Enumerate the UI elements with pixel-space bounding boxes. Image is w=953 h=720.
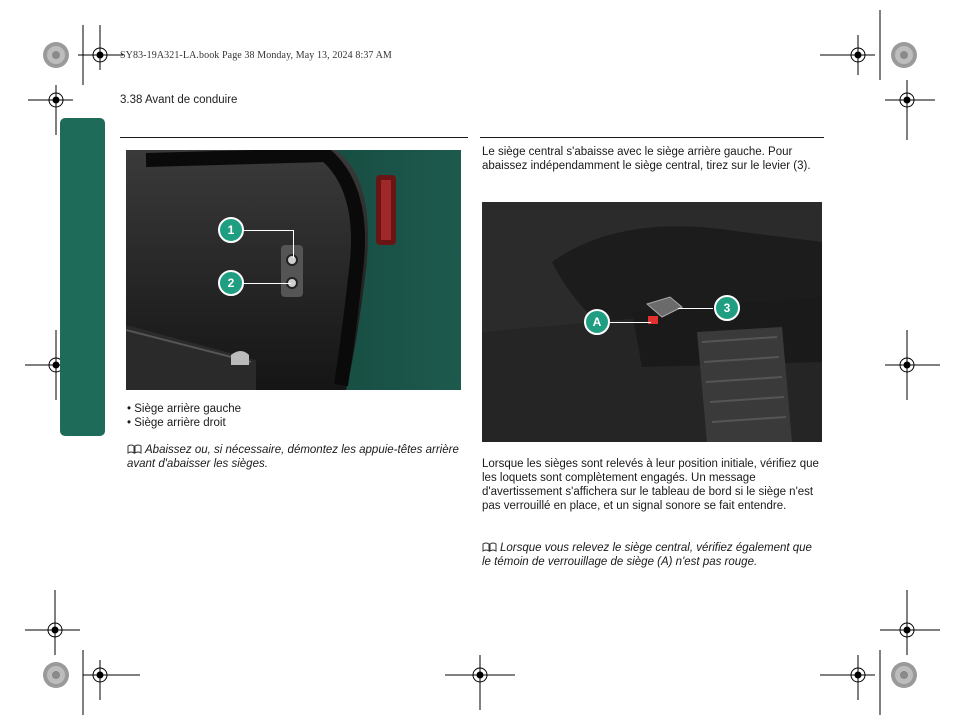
callout-1: 1: [218, 217, 244, 243]
page-header-title: 3.38 Avant de conduire: [120, 94, 238, 106]
book-icon: [482, 542, 497, 552]
callout-2-leader: [241, 283, 291, 284]
list-item: • Siège arrière gauche: [127, 402, 457, 416]
seat-list: [127, 402, 457, 430]
left-note: [127, 443, 462, 471]
rear-seat-photo: [126, 150, 461, 390]
registration-mark-top-right: [815, 10, 945, 145]
registration-mark-bottom-left: [25, 590, 145, 715]
callout-3-leader: [678, 308, 713, 309]
callout-1-leader-drop: [293, 230, 294, 258]
callout-a: A: [584, 309, 610, 335]
lever-illustration: [482, 202, 822, 442]
file-info-line: SY83-19A321-LA.book Page 38 Monday, May 13, 2024 8:37 AM: [120, 50, 392, 61]
right-note-text: Lorsque vous relevez le siège central, vérifiez également que le témoin de verrouillage de siège (A) n'est pas rouge.: [482, 542, 812, 568]
right-paragraph: Lorsque les sièges sont relevés à leur position initiale, vérifiez que les loquets sont complètement engagés. Un message d'avertissement s'affichera sur le tableau de bord si le siège n'est pas verrouillé en place, et un signal sonore se fait entendre.: [482, 458, 819, 512]
registration-mark-bottom-right: [820, 590, 945, 715]
registration-mark-bottom-center: [445, 655, 515, 715]
list-item: • Siège arrière droit: [127, 416, 457, 430]
left-note-text: Abaissez ou, si nécessaire, démontez les appuie-têtes arrière avant d'abaisser les sièges.: [127, 444, 459, 470]
callout-3: 3: [714, 295, 740, 321]
registration-mark-mid-right: [880, 330, 940, 400]
right-note: [482, 541, 812, 569]
chapter-side-tab: [60, 118, 105, 436]
callout-1-leader: [241, 230, 293, 231]
callout-2: 2: [218, 270, 244, 296]
lever-photo: [482, 202, 822, 442]
rear-seat-illustration: [126, 150, 461, 390]
right-column-rule: [480, 137, 824, 138]
callout-a-leader: [609, 322, 651, 323]
right-intro-text: Le siège central s'abaisse avec le siège arrière gauche. Pour abaissez indépendamment le siège central, tirez sur le levier (3).: [482, 146, 811, 172]
left-column-rule: [120, 137, 468, 138]
book-icon: [127, 444, 142, 454]
